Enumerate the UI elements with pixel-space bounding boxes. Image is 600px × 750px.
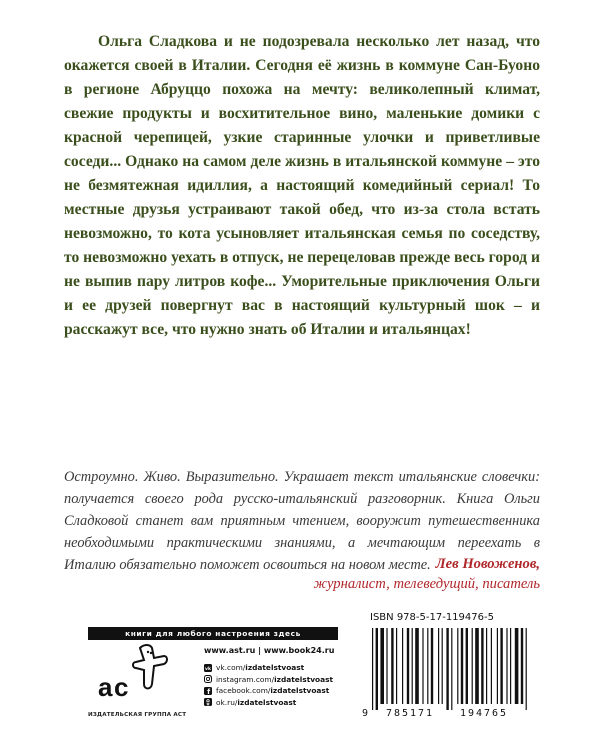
social-handle: izdatelstvoast: [274, 674, 334, 684]
barcode-bar: [461, 628, 463, 704]
barcode-bar: [402, 628, 403, 704]
barcode-bar: [481, 628, 483, 704]
social-prefix: facebook.com/: [216, 686, 271, 696]
social-link-vk[interactable]: [204, 662, 333, 674]
publisher-group-label: ИЗДАТЕЛЬСКАЯ ГРУППА АСТ: [88, 712, 187, 718]
barcode-bar: [486, 628, 487, 704]
barcode-bar: [500, 628, 502, 704]
barcode-bar: [415, 628, 419, 704]
barcode-bar: [515, 628, 519, 704]
barcode-bar: [451, 628, 452, 710]
barcode-bar: [446, 628, 448, 710]
social-link-ok[interactable]: [204, 697, 333, 709]
barcode-bar: [427, 628, 428, 704]
barcode-bar: [422, 628, 423, 704]
social-link-facebook[interactable]: [204, 685, 333, 697]
barcode-bar: [457, 628, 458, 704]
social-link-instagram[interactable]: [204, 674, 333, 686]
tagline-strip: книги для любого настроения здесь: [88, 627, 338, 640]
facebook-icon: [204, 687, 212, 695]
blurb-text: Ольга Сладкова и не подозревала несколько лет назад, что окажется своей в Италии. Сегодня её жизнь в коммуне Сан-Буоно в регионе Абруццо похожа на мечту: великолепный климат, свежие продукты и восхитительное вино, маленькие домики с красной черепицей, узкие старинные улочки и приветливые соседи... Однако на самом деле жизнь в итальянской коммуне – это не безмятежная идиллия, а настоящий комедийный сериал! То местные друзья устраивают такой обед, что из-за стола встать невозможно, то кота усыновляет итальянская семья по соседству, то невозможно уехать в отпуск, не перецеловав прежде весь город и не выпив пару литров кофе... Уморительные приключения Ольги и ее друзей повергнут вас в настоящий культурный шок – и расскажут все, что нужно знать об Италии и итальянцах!: [64, 33, 540, 338]
barcode-bar: [431, 628, 433, 704]
barcode-bar: [497, 628, 498, 704]
barcode-bar: [491, 628, 492, 704]
barcode-bar: [407, 628, 409, 704]
review-quote: Остроумно. Живо. Выразительно. Украшает текст итальянские словечки: получается своего рода русско-итальянский разговорник. Книга Ольги Сладковой станет вам приятным чтением, вооружит путешественника необходимыми практическими знаниями, а мечтающим переехать в Италию обязательно поможет освоиться на новом месте.: [64, 469, 540, 573]
svg-text:f: f: [207, 687, 211, 695]
social-handle: izdatelstvoast: [270, 686, 330, 696]
instagram-icon: [204, 675, 212, 683]
barcode-bar: [380, 628, 384, 704]
social-prefix: instagram.com/: [216, 674, 275, 684]
svg-text:с: с: [114, 672, 129, 702]
barcode-first-digit: 9: [362, 708, 369, 718]
social-handle: izdatelstvoast: [237, 697, 297, 707]
publisher-websites[interactable]: www.ast.ru | www.book24.ru: [204, 646, 335, 655]
svg-text:vk: vk: [205, 666, 211, 672]
svg-text:а: а: [98, 672, 113, 702]
review-attribution: [313, 554, 540, 594]
barcode-bar: [506, 628, 507, 704]
barcode-bar: [442, 628, 443, 704]
reviewer-role: журналист, телеведущий, писатель: [313, 576, 540, 592]
isbn-barcode: [360, 628, 536, 718]
social-handle: izdatelstvoast: [245, 663, 305, 673]
barcode-bar: [376, 628, 378, 710]
barcode-bar: [372, 628, 373, 710]
isbn-label: ISBN 978-5-17-119476-5: [370, 612, 494, 623]
ast-logo: [92, 644, 178, 706]
social-links: [204, 662, 333, 708]
barcode-bar: [386, 628, 387, 704]
barcode-group-left: 785171: [385, 708, 435, 718]
barcode-bar: [510, 628, 511, 704]
barcode-bar: [412, 628, 413, 704]
vk-icon: [204, 664, 212, 672]
barcode-bar: [526, 628, 527, 710]
social-prefix: vk.com/: [216, 663, 246, 673]
barcode-bar: [438, 628, 439, 704]
barcode-bar: [472, 628, 473, 704]
barcode-bar: [391, 628, 393, 704]
barcode-bar: [521, 628, 523, 704]
reviewer-name: Лев Новоженов,: [435, 556, 540, 572]
social-prefix: ok.ru/: [216, 697, 238, 707]
barcode-bar: [396, 628, 397, 704]
ok-icon: [204, 698, 212, 706]
barcode-group-right: 194765: [459, 708, 509, 718]
barcode-bar: [475, 628, 479, 704]
barcode-bars: [372, 628, 527, 710]
barcode-bar: [466, 628, 468, 704]
